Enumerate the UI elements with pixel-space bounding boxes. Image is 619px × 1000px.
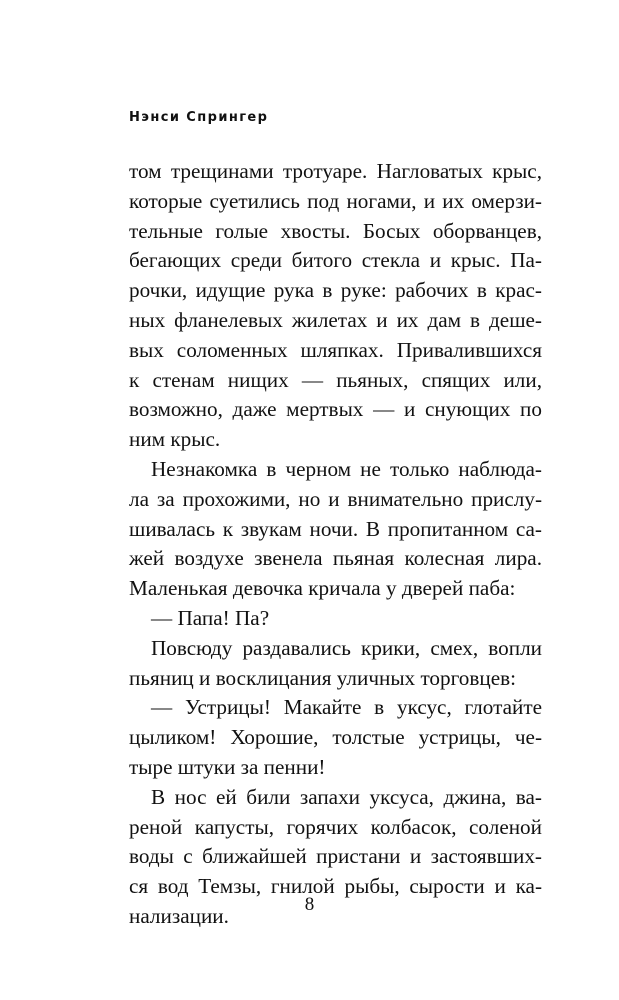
- text-line: ним крыс.: [129, 427, 221, 452]
- page-number: 8: [304, 894, 315, 915]
- text-line: воды с ближайшей пристани и застоявших-: [129, 844, 542, 869]
- text-line: — Устрицы! Макайте в уксус, глотайте: [151, 695, 542, 720]
- text-line: ла за прохожими, но и внимательно прислу-: [129, 486, 542, 511]
- text-line: тыре штуки за пенни!: [129, 754, 326, 779]
- text-line: нализации.: [129, 903, 229, 928]
- text-line: тельные голые хвосты. Босых оборванцев,: [129, 218, 542, 243]
- text-line: которые суетились под ногами, и их омерзи-: [129, 188, 542, 213]
- text-line: том трещинами тротуаре. Нагловатых крыс,: [129, 159, 542, 183]
- text-line: Незнакомка в черном не только наблюда-: [151, 456, 542, 481]
- text-line: ных фланелевых жилетах и их дам в деше-: [129, 307, 542, 332]
- text-line: бегающих среди битого стекла и крыс. Па-: [129, 248, 542, 273]
- text-line: к стенам нищих — пьяных, спящих или,: [129, 367, 542, 392]
- body-text: [129, 157, 542, 932]
- text-line: — Папа! Па?: [151, 605, 270, 630]
- text-line: цыликом! Хорошие, толстые устрицы, че-: [129, 725, 542, 750]
- text-line: ся вод Темзы, гнилой рыбы, сырости и ка-: [129, 874, 542, 899]
- text-line: реной капусты, горячих колбасок, соленой: [129, 814, 542, 839]
- text-line: Повсюду раздавались крики, смех, вопли: [151, 635, 542, 660]
- text-line: В нос ей били запахи уксуса, джина, ва-: [151, 784, 542, 809]
- text-line: пьяниц и восклицания уличных торговцев:: [129, 665, 517, 690]
- text-line: вых соломенных шляпках. Привалившихся: [129, 337, 542, 362]
- text-line: Маленькая девочка кричала у дверей паба:: [129, 576, 516, 601]
- text-line: жей воздухе звенела пьяная колесная лира.: [129, 546, 542, 571]
- text-line: шивалась к звукам ночи. В пропитанном са-: [129, 516, 542, 541]
- text-line: возможно, даже мертвых — и снующих по: [129, 397, 542, 422]
- running-head-author: Нэнси Спрингер: [129, 110, 269, 125]
- text-line: рочки, идущие рука в руке: рабочих в крас-: [129, 278, 542, 303]
